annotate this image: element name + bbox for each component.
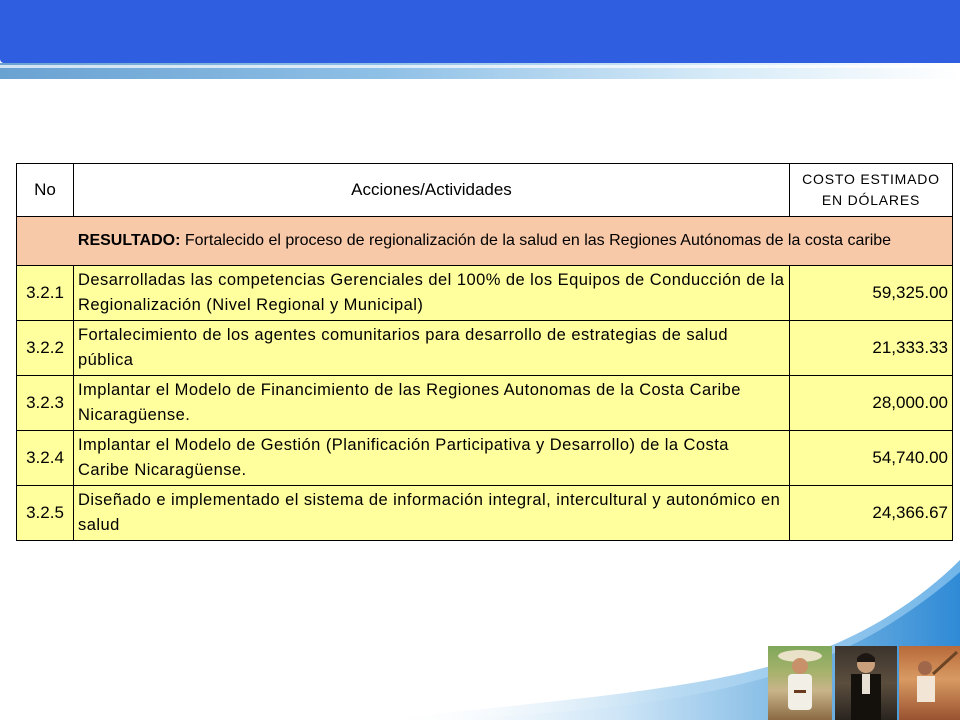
row-number: 3.2.1 — [17, 266, 74, 321]
row-number: 3.2.5 — [17, 486, 74, 541]
row-cost: 28,000.00 — [790, 376, 953, 431]
row-description: Diseñado e implementado el sistema de información integral, intercultural y autonómico en salud — [74, 486, 790, 541]
table-header-row — [17, 164, 953, 217]
result-label: RESULTADO: — [77, 232, 181, 249]
header-cost — [790, 164, 953, 217]
result-text: Fortalecido el proceso de regionalización de la salud en las Regiones Autónomas de la costa caribe — [180, 232, 892, 249]
table-row — [17, 321, 953, 376]
row-cost: 59,325.00 — [790, 266, 953, 321]
row-description: Fortalecimiento de los agentes comunitarios para desarrollo de estrategias de salud pública — [74, 321, 790, 376]
row-description: Desarrolladas las competencias Gerenciales del 100% de los Equipos de Conducción de la Regionalización (Nivel Regional y Municipal) — [74, 266, 790, 321]
row-number: 3.2.4 — [17, 431, 74, 486]
result-row — [17, 217, 953, 266]
row-number: 3.2.2 — [17, 321, 74, 376]
row-number: 3.2.3 — [17, 376, 74, 431]
row-cost: 54,740.00 — [790, 431, 953, 486]
table-row — [17, 431, 953, 486]
row-cost: 24,366.67 — [790, 486, 953, 541]
header-actions: Acciones/Actividades — [74, 164, 790, 217]
header-cost-line2: EN DÓLARES — [821, 192, 921, 208]
row-description: Implantar el Modelo de Gestión (Planificación Participativa y Desarrollo) de la Costa Caribe Nicaragüense. — [74, 431, 790, 486]
table-row — [17, 376, 953, 431]
header-stripe-highlight — [0, 65, 960, 68]
header-cost-line1: COSTO ESTIMADO — [802, 171, 940, 187]
header-bar — [0, 0, 960, 63]
portrait-photo-gentleman — [835, 646, 897, 720]
table-row — [17, 266, 953, 321]
portrait-photo-peasant — [768, 646, 832, 720]
actions-table — [16, 163, 953, 541]
row-cost: 21,333.33 — [790, 321, 953, 376]
table-row — [17, 486, 953, 541]
result-cell — [17, 217, 953, 266]
row-description: Implantar el Modelo de Financimiento de las Regiones Autonomas de la Costa Caribe Nicaragüense. — [74, 376, 790, 431]
header-no: No — [17, 164, 74, 217]
portrait-photo-baseball — [899, 646, 960, 720]
